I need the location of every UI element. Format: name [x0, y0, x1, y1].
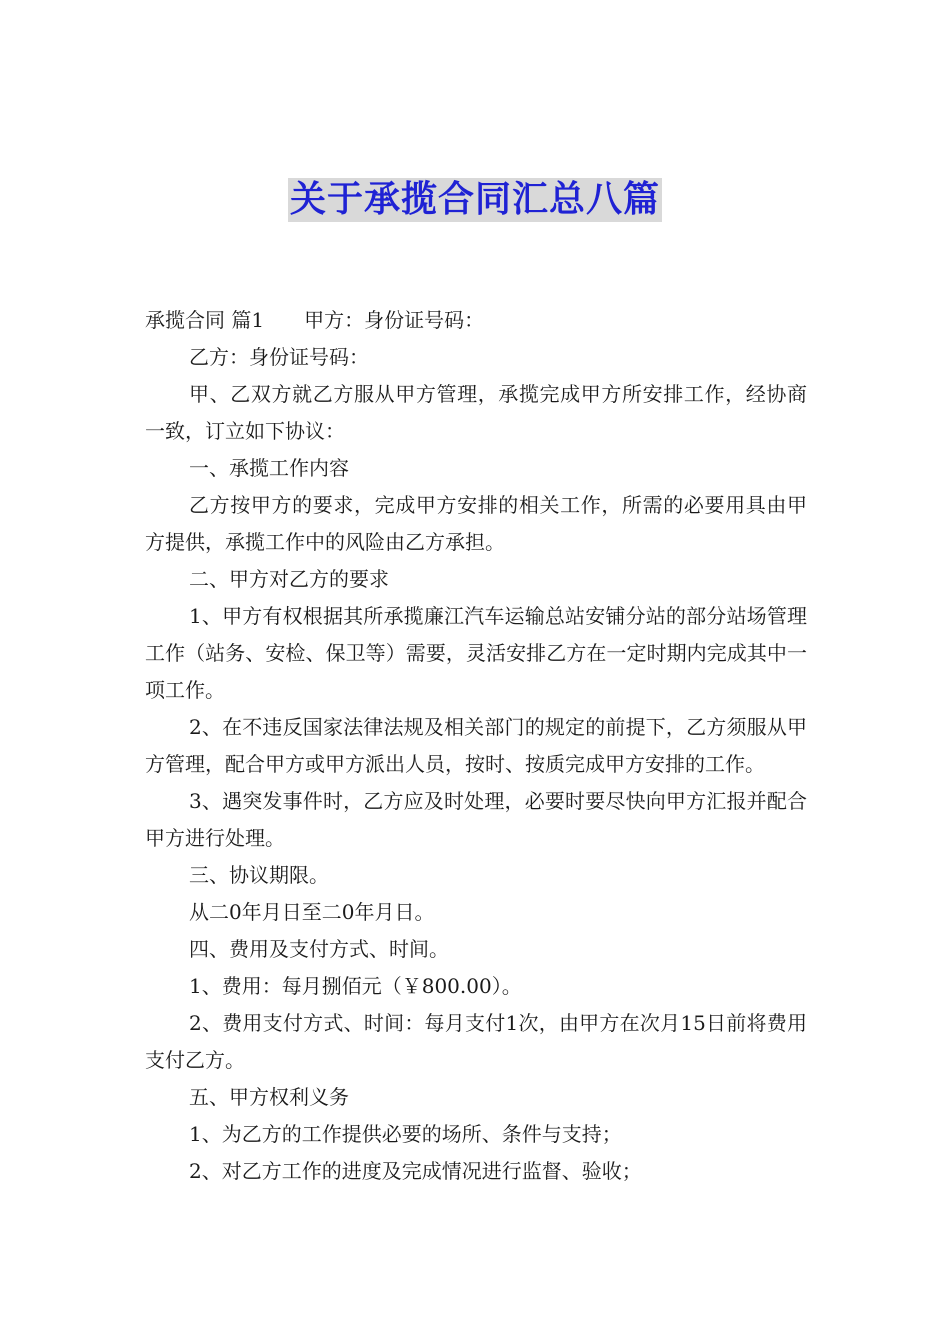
clause-4-1: 1、费用：每月捌佰元（￥800.00）。	[189, 974, 522, 998]
clause-5-2: 2、对乙方工作的进度及完成情况进行监督、验收；	[189, 1159, 642, 1183]
section-heading-5: 五、甲方权利义务	[189, 1085, 349, 1109]
paragraph-contract-header: 承揽合同 篇1 甲方：身份证号码：	[145, 308, 485, 332]
section-heading-4: 四、费用及支付方式、时间。	[189, 937, 449, 961]
clause-5-1: 1、为乙方的工作提供必要的场所、条件与支持；	[189, 1122, 622, 1146]
title-container	[0, 178, 950, 222]
clause-2-3: 3、遇突发事件时，乙方应及时处理，必要时要尽快向甲方汇报并配合甲方进行处理。	[145, 789, 807, 850]
clause-4-2: 2、费用支付方式、时间：每月支付1次，由甲方在次月15日前将费用支付乙方。	[145, 1011, 807, 1072]
document-title: 关于承揽合同汇总八篇	[289, 179, 660, 220]
paragraph-work-content: 乙方按甲方的要求，完成甲方安排的相关工作，所需的必要用具由甲方提供，承揽工作中的风险由乙方承担。	[145, 493, 807, 554]
document-body	[145, 302, 807, 1190]
paragraph-party-b: 乙方：身份证号码：	[189, 345, 369, 369]
section-heading-2: 二、甲方对乙方的要求	[189, 567, 389, 591]
section-heading-1: 一、承揽工作内容	[189, 456, 349, 480]
section-heading-3: 三、协议期限。	[189, 863, 329, 887]
paragraph-intro: 甲、乙双方就乙方服从甲方管理，承揽完成甲方所安排工作，经协商一致，订立如下协议：	[145, 382, 807, 443]
clause-2-2: 2、在不违反国家法律法规及相关部门的规定的前提下，乙方须服从甲方管理，配合甲方或甲方派出人员，按时、按质完成甲方安排的工作。	[145, 715, 807, 776]
paragraph-term: 从二0年月日至二0年月日。	[189, 900, 435, 924]
clause-2-1: 1、甲方有权根据其所承揽廉江汽车运输总站安铺分站的部分站场管理工作（站务、安检、保卫等）需要，灵活安排乙方在一定时期内完成其中一项工作。	[145, 604, 807, 702]
